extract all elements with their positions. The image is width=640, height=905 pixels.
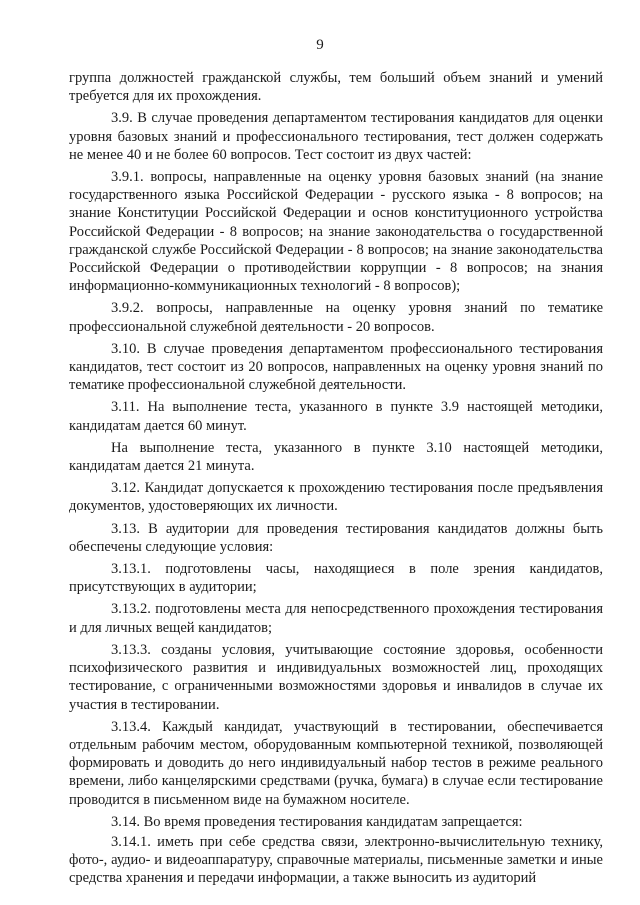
paragraph-3-13-3: 3.13.3. созданы условия, учитывающие состояние здоровья, особенности психофизического развития и индивидуальных возможностей лиц, проходящих тестирование, с ограниченными возможностями здоровья и инвалидов в случае их участия в тестировании.: [69, 641, 603, 713]
paragraph-3-11: 3.11. На выполнение теста, указанного в пункте 3.9 настоящей методики, кандидатам дается 60 минут.: [69, 399, 603, 434]
paragraph-3-13: 3.13. В аудитории для проведения тестирования кандидатов должны быть обеспечены следующие условия:: [69, 520, 603, 555]
paragraph-3-13-2: 3.13.2. подготовлены места для непосредственного прохождения тестирования и для личных вещей кандидатов;: [69, 601, 603, 636]
paragraph-3-14: 3.14. Во время проведения тестирования кандидатам запрещается:: [111, 813, 523, 830]
paragraph-3-11-cont: На выполнение теста, указанного в пункте 3.10 настоящей методики, кандидатам дается 21 минута.: [69, 439, 603, 475]
document-body: [69, 69, 603, 892]
paragraph-3-12: 3.12. Кандидат допускается к прохождению тестирования после предъявления документов, удостоверяющих их личности.: [69, 480, 603, 515]
paragraph-3-9-2: 3.9.2. вопросы, направленные на оценку уровня знаний по тематике профессиональной служебной деятельности - 20 вопросов.: [69, 300, 603, 335]
page-number: 9: [316, 37, 324, 53]
paragraph-3-9-1: 3.9.1. вопросы, направленные на оценку уровня базовых знаний (на знание государственного языка Российской Федерации - русского языка - 8 вопросов; на знание Конституции Российской Федерации и основ конституционного устройства Российской Федерации - 8 вопросов; на знание законодательства о государственной гражданской службе Российской Федерации - 8 вопросов; на знание законодательства Российской Федерации о противодействии коррупции - 8 вопросов; на знания информационно-коммуникационных технологий - 8 вопросов);: [69, 169, 603, 295]
paragraph-3-9: 3.9. В случае проведения департаментом тестирования кандидатов для оценки уровня базовых знаний и профессионального тестирования, тест должен содержать не менее 40 и не более 60 вопросов. Тест состоит из двух частей:: [69, 110, 603, 163]
paragraph-3-14-1: 3.14.1. иметь при себе средства связи, электронно-вычислительную технику, фото-, аудио- и видеоаппаратуру, справочные материалы, письменные заметки и иные средства хранения и передачи информации, а также выносить из аудиторий: [69, 833, 603, 887]
paragraph-continuation: группа должностей гражданской службы, тем больший объем знаний и умений требуется для их прохождения.: [69, 70, 603, 105]
paragraph-3-10: 3.10. В случае проведения департаментом профессионального тестирования кандидатов, тест состоит из 20 вопросов, направленных на оценку уровня знаний по тематике профессиональной служебной деятельности.: [69, 340, 603, 394]
paragraph-3-13-4: 3.13.4. Каждый кандидат, участвующий в тестировании, обеспечивается отдельным рабочим местом, оборудованным компьютерной техникой, позволяющей формировать и доводить до него индивидуальный набор тестов в режиме реального времени, либо канцелярскими средствами (ручка, бумага) в случае если тестирование проводится в письменном виде на бумажном носителе.: [69, 718, 603, 808]
paragraph-3-13-1: 3.13.1. подготовлены часы, находящиеся в поле зрения кандидатов, присутствующих в аудитории;: [69, 561, 603, 596]
